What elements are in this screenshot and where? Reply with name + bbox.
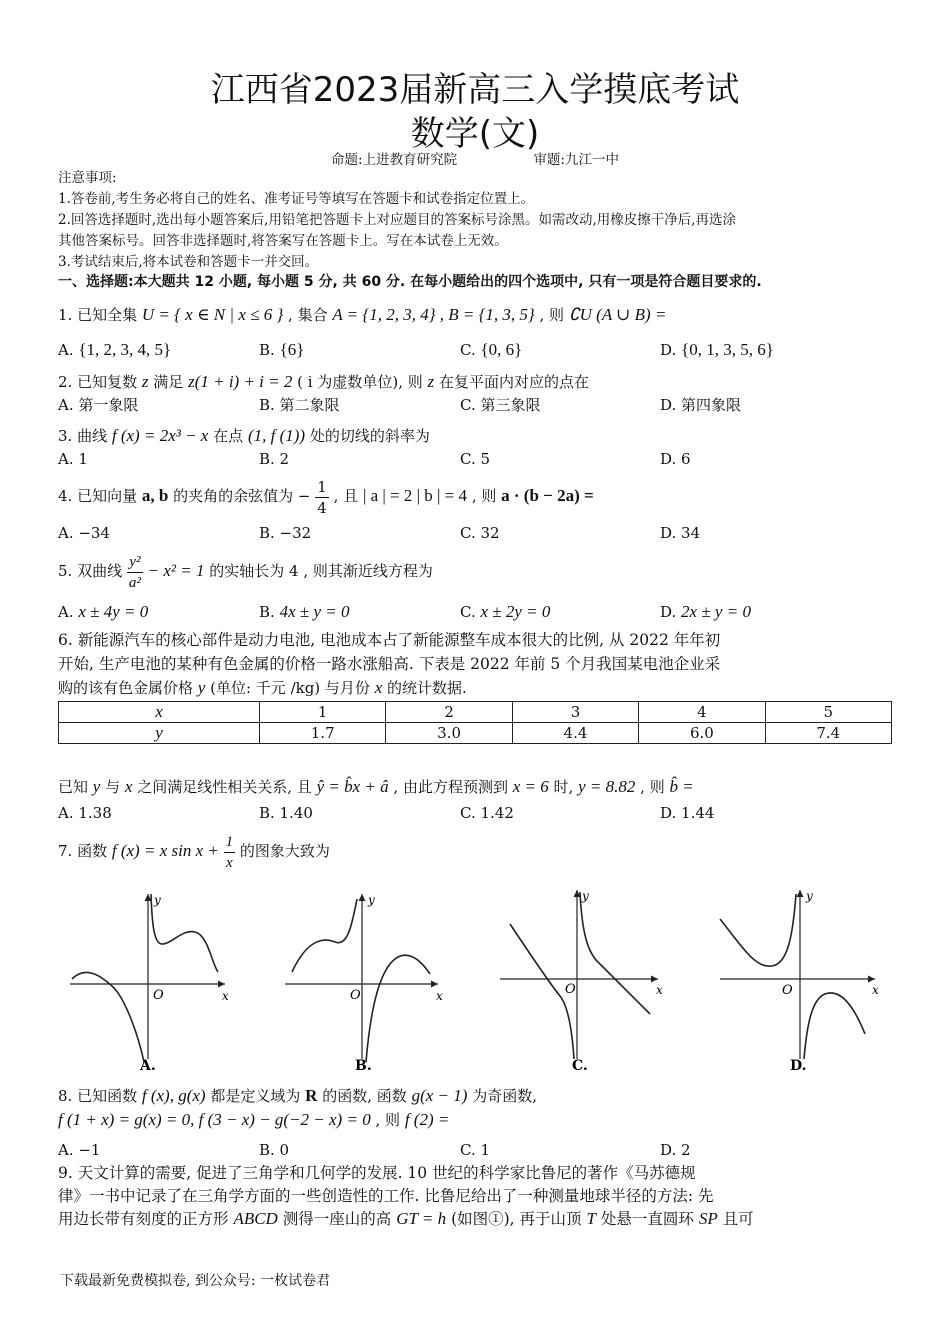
q6-follow-b: 与 bbox=[105, 778, 121, 796]
q4-option-d[interactable]: D. 34 bbox=[660, 524, 701, 542]
table-row-x bbox=[59, 702, 892, 723]
q6-text-a: 购的该有色金属价格 bbox=[58, 679, 194, 697]
q1-option-a[interactable] bbox=[58, 340, 171, 360]
notices-heading: 注意事项: bbox=[58, 170, 117, 186]
q5-frac-num: y² bbox=[127, 552, 143, 573]
q6-math-regression: ŷ = b̂x + â bbox=[316, 777, 389, 796]
page-footer: 下载最新免费模拟卷, 到公众号: 一枚试卷君 bbox=[60, 1273, 331, 1289]
q2-option-d[interactable]: D. 第四象限 bbox=[660, 396, 742, 414]
graph-a[interactable] bbox=[70, 893, 229, 1074]
q1-text-c: , 则 bbox=[539, 306, 565, 324]
q5-option-a-value: x ± 4y = 0 bbox=[78, 602, 149, 621]
q5-option-d-label: D. bbox=[660, 603, 677, 621]
q1-option-a-value: {1, 2, 3, 4, 5} bbox=[78, 340, 172, 359]
question-3-stem bbox=[58, 426, 430, 446]
q5-option-c-value: x ± 2y = 0 bbox=[480, 602, 551, 621]
q6-text-b: (单位: 千元 /kg) 与月份 bbox=[210, 679, 370, 697]
question-8-line-2 bbox=[58, 1110, 449, 1130]
q6-math-b: b̂ = bbox=[669, 777, 694, 796]
q7-frac-den: x bbox=[226, 854, 233, 871]
question-6-line-2: 开始, 生产电池的某种有色金属的价格一路水涨船高. 下表是 2022 年前 5 个月我国某电池企业采 bbox=[58, 655, 721, 673]
q9-math-sp: SP bbox=[698, 1209, 718, 1228]
q8-text-c: 的函数, 函数 bbox=[322, 1087, 407, 1105]
graph-a-x-label: x bbox=[222, 989, 229, 1003]
q8-text-a: 8. 已知函数 bbox=[58, 1087, 138, 1105]
q1-math-universal: U = { x ∈ N | x ≤ 6 } bbox=[141, 305, 284, 324]
q1-option-b[interactable] bbox=[259, 340, 304, 360]
q8-text-e: , 则 bbox=[375, 1111, 401, 1129]
q8-math-functions: f (x), g(x) bbox=[141, 1086, 206, 1105]
q9-text-c: (如图①), 再于山顶 bbox=[451, 1210, 582, 1228]
table-row-y bbox=[59, 723, 892, 744]
q6-option-a[interactable]: A. 1.38 bbox=[58, 804, 112, 822]
q4-text-d: , 则 bbox=[471, 487, 497, 505]
q8-text-b: 都是定义域为 bbox=[210, 1087, 301, 1105]
graph-a-origin: O bbox=[153, 988, 164, 1003]
q9-math-t: T bbox=[586, 1209, 596, 1228]
q3-text-a: 3. 曲线 bbox=[58, 427, 108, 445]
q5-option-c-label: C. bbox=[460, 603, 476, 621]
table-header-x: x bbox=[59, 702, 260, 723]
q1-text-a: 1. 已知全集 bbox=[58, 306, 138, 324]
notice-item-3: 3.考试结束后,将本试卷和答题卡一并交回。 bbox=[58, 254, 319, 270]
q4-frac-num: 1 bbox=[317, 477, 327, 496]
q5-option-c[interactable] bbox=[460, 602, 550, 622]
q5-frac-den: a² bbox=[128, 574, 141, 591]
q1-option-c-label: C. bbox=[460, 341, 476, 359]
q5-option-b[interactable] bbox=[259, 602, 349, 622]
q3-option-c[interactable]: C. 5 bbox=[460, 450, 491, 468]
byline bbox=[0, 148, 950, 168]
q1-option-d[interactable] bbox=[660, 340, 774, 360]
q5-option-b-value: 4x ± y = 0 bbox=[279, 602, 350, 621]
question-1-stem bbox=[58, 305, 666, 325]
graph-b-x-label: x bbox=[436, 989, 443, 1003]
table-cell: 1 bbox=[260, 702, 386, 723]
q8-math-conditions: f (1 + x) = g(x) = 0, f (3 − x) − g(−2 − x) = 0 bbox=[58, 1110, 371, 1129]
q5-option-d-value: 2x ± y = 0 bbox=[681, 602, 751, 621]
graph-a-label: A. bbox=[140, 1058, 156, 1074]
q1-option-d-value: {0, 1, 3, 5, 6} bbox=[681, 340, 774, 359]
q2-text-a: 2. 已知复数 bbox=[58, 373, 138, 391]
table-cell: 3 bbox=[512, 702, 638, 723]
graph-d-origin: O bbox=[782, 983, 793, 998]
q6-follow-x: x bbox=[124, 777, 133, 796]
graph-d-label: D. bbox=[790, 1058, 807, 1074]
q4-option-a[interactable]: A. −34 bbox=[58, 524, 111, 542]
q8-math-r: R bbox=[305, 1086, 318, 1105]
exam-title: 江西省2023届新高三入学摸底考试 bbox=[210, 70, 740, 110]
q8-option-d[interactable]: D. 2 bbox=[660, 1141, 691, 1159]
q7-text-a: 7. 函数 bbox=[58, 842, 108, 860]
table-cell: 3.0 bbox=[386, 723, 512, 744]
question-2-stem bbox=[58, 372, 589, 392]
q7-fraction bbox=[224, 832, 236, 873]
q5-option-a[interactable] bbox=[58, 602, 148, 622]
q8-option-b[interactable]: B. 0 bbox=[259, 1141, 290, 1159]
q5-fraction bbox=[127, 552, 143, 593]
graph-c-origin: O bbox=[565, 982, 576, 997]
q5-text-a: 5. 双曲线 bbox=[58, 562, 123, 580]
q2-text-b: 满足 bbox=[153, 373, 184, 391]
setter-text: 命题:上进教育研究院 bbox=[331, 152, 458, 168]
q2-option-c[interactable]: C. 第三象限 bbox=[460, 396, 541, 414]
q6-math-y-value: y = 8.82 bbox=[578, 777, 636, 796]
q3-option-a[interactable]: A. 1 bbox=[58, 450, 88, 468]
q6-text-c: 的统计数据. bbox=[387, 679, 467, 697]
q6-follow-d: , 由此方程预测到 bbox=[393, 778, 508, 796]
q8-math-f2: f (2) = bbox=[404, 1110, 450, 1129]
q2-math-z-2: z bbox=[427, 372, 435, 391]
notice-item-2: 2.回答选择题时,选出每小题答案后,用铅笔把答题卡上对应题目的答案标号涂黑。如需改动,用橡皮擦干净后,再选涂 bbox=[58, 212, 737, 228]
q6-math-x6: x = 6 bbox=[512, 777, 549, 796]
q4-minus: − bbox=[297, 487, 311, 505]
q4-fraction bbox=[315, 477, 329, 518]
question-4-stem bbox=[58, 472, 594, 520]
q6-follow-a: 已知 bbox=[58, 778, 89, 796]
q8-text-d: 为奇函数, bbox=[472, 1087, 537, 1105]
table-cell: 6.0 bbox=[639, 723, 765, 744]
question-8-stem bbox=[58, 1086, 537, 1106]
q3-text-b: 在点 bbox=[213, 427, 244, 445]
table-cell: 7.4 bbox=[765, 723, 891, 744]
q3-math-point: (1, f (1)) bbox=[247, 426, 306, 445]
graph-b-label: B. bbox=[355, 1058, 372, 1074]
q1-math-sets: A = {1, 2, 3, 4} , B = {1, 3, 5} bbox=[332, 305, 535, 324]
graph-a-y-label: y bbox=[154, 893, 161, 907]
q3-option-b[interactable]: B. 2 bbox=[259, 450, 290, 468]
table-cell: 4.4 bbox=[512, 723, 638, 744]
q3-math-function: f (x) = 2x³ − x bbox=[111, 426, 209, 445]
q4-math-expression: a · (b − 2a) = bbox=[501, 486, 594, 505]
q4-text-c: , 且 bbox=[333, 487, 359, 505]
graph-b[interactable] bbox=[285, 893, 443, 1074]
q5-text-b: 的实轴长为 4 , 则其渐近线方程为 bbox=[209, 562, 433, 580]
question-9-line-1: 9. 天文计算的需要, 促进了三角学和几何学的发展. 10 世纪的科学家比鲁尼的著作《马苏德规 bbox=[58, 1164, 696, 1182]
q1-option-b-value: {6} bbox=[279, 340, 305, 359]
q1-option-c[interactable] bbox=[460, 340, 522, 360]
q4-text-b: 的夹角的余弦值为 bbox=[173, 487, 294, 505]
question-7-stem bbox=[58, 826, 330, 876]
q2-text-d: 在复平面内对应的点在 bbox=[438, 373, 589, 391]
q6-option-b[interactable]: B. 1.40 bbox=[259, 804, 313, 822]
q7-frac-num: 1 bbox=[224, 832, 236, 853]
graph-b-y-label: y bbox=[368, 893, 375, 907]
q1-option-c-value: {0, 6} bbox=[480, 340, 523, 359]
graph-d-y-label: y bbox=[806, 889, 813, 903]
q8-option-c[interactable]: C. 1 bbox=[460, 1141, 491, 1159]
question-6-follow bbox=[58, 777, 694, 797]
question-6-line-1: 6. 新能源汽车的核心部件是动力电池, 电池成本占了新能源整车成本很大的比例, 从 2022 年年初 bbox=[58, 631, 721, 649]
notice-item-1: 1.答卷前,考生务必将自己的姓名、准考证号等填写在答题卡和试卷指定位置上。 bbox=[58, 191, 535, 207]
q1-math-complement: ∁U (A ∪ B) = bbox=[568, 305, 667, 324]
q6-follow-c: 之间满足线性相关关系, 且 bbox=[137, 778, 312, 796]
table-header-y: y bbox=[59, 723, 260, 744]
q2-option-b[interactable]: B. 第二象限 bbox=[259, 396, 340, 414]
q2-option-a[interactable]: A. 第一象限 bbox=[58, 396, 139, 414]
graph-c-y-label: y bbox=[582, 889, 589, 903]
q1-option-b-label: B. bbox=[259, 341, 275, 359]
q9-text-b: 测得一座山的高 bbox=[282, 1210, 392, 1228]
q7-math-function: f (x) = x sin x + bbox=[111, 841, 219, 860]
graph-d-x-label: x bbox=[872, 983, 879, 997]
q4-math-magnitudes: | a | = 2 | b | = 4 bbox=[362, 486, 468, 505]
question-9-line-2: 律》一书中记录了在三角学方面的一些创造性的工作. 比鲁尼给出了一种测量地球半径的方法: 先 bbox=[58, 1187, 714, 1205]
q2-math-z: z bbox=[141, 372, 149, 391]
table-cell: 2 bbox=[386, 702, 512, 723]
q2-text-c: ( i 为虚数单位), 则 bbox=[297, 373, 423, 391]
q9-text-d: 处悬一直圆环 bbox=[600, 1210, 694, 1228]
notice-item-2-cont: 其他答案标号。回答非选择题时,将答案写在答题卡上。写在本试卷上无效。 bbox=[58, 233, 508, 249]
q8-math-g: g(x − 1) bbox=[411, 1086, 468, 1105]
q4-text-a: 4. 已知向量 bbox=[58, 487, 138, 505]
q5-math-rest: − x² = 1 bbox=[147, 561, 205, 580]
graph-c-label: C. bbox=[572, 1058, 588, 1074]
q6-math-x: x bbox=[374, 678, 383, 697]
exam-subtitle: 数学(文) bbox=[410, 114, 540, 154]
q6-data-table bbox=[58, 701, 892, 744]
table-cell: 4 bbox=[639, 702, 765, 723]
graph-c-x-label: x bbox=[656, 983, 663, 997]
q7-text-b: 的图象大致为 bbox=[239, 842, 330, 860]
table-cell: 5 bbox=[765, 702, 891, 723]
q1-option-d-label: D. bbox=[660, 341, 677, 359]
q6-follow-f: , 则 bbox=[640, 778, 665, 796]
q6-math-y: y bbox=[197, 678, 206, 697]
q3-text-c: 处的切线的斜率为 bbox=[309, 427, 430, 445]
q5-option-d[interactable] bbox=[660, 602, 751, 622]
graph-b-origin: O bbox=[350, 988, 361, 1003]
q6-follow-e: 时, bbox=[553, 778, 574, 796]
question-5-stem bbox=[58, 546, 433, 596]
q4-option-b[interactable]: B. −32 bbox=[259, 524, 312, 542]
q4-math-vectors: a, b bbox=[141, 486, 169, 505]
q7-graph-options bbox=[60, 884, 890, 1074]
q8-option-a[interactable]: A. −1 bbox=[58, 1141, 101, 1159]
graph-d[interactable] bbox=[720, 889, 879, 1074]
q5-option-a-label: A. bbox=[58, 603, 74, 621]
q9-text-a: 用边长带有刻度的正方形 bbox=[58, 1210, 229, 1228]
question-6-line-3 bbox=[58, 678, 467, 698]
reviewer-text: 审题:九江一中 bbox=[533, 152, 619, 168]
q6-option-c[interactable]: C. 1.42 bbox=[460, 804, 514, 822]
q2-math-equation: z(1 + i) + i = 2 bbox=[188, 372, 293, 391]
q1-text-b: , 集合 bbox=[288, 306, 328, 324]
q9-text-e: 且可 bbox=[722, 1210, 754, 1228]
q5-option-b-label: B. bbox=[259, 603, 275, 621]
question-9-line-3 bbox=[58, 1209, 754, 1229]
section-heading: 一、选择题:本大题共 12 小题, 每小题 5 分, 共 60 分. 在每小题给出的四个选项中, 只有一项是符合题目要求的. bbox=[58, 274, 762, 290]
q6-follow-y: y bbox=[92, 777, 101, 796]
q4-frac-den: 4 bbox=[317, 498, 327, 517]
q9-math-gt: GT = h bbox=[396, 1209, 447, 1228]
graph-c[interactable] bbox=[500, 889, 663, 1074]
q9-math-abcd: ABCD bbox=[233, 1209, 278, 1228]
q1-option-a-label: A. bbox=[58, 341, 74, 359]
table-cell: 1.7 bbox=[260, 723, 386, 744]
q6-option-d[interactable]: D. 1.44 bbox=[660, 804, 715, 822]
q3-option-d[interactable]: D. 6 bbox=[660, 450, 691, 468]
q4-option-c[interactable]: C. 32 bbox=[460, 524, 500, 542]
